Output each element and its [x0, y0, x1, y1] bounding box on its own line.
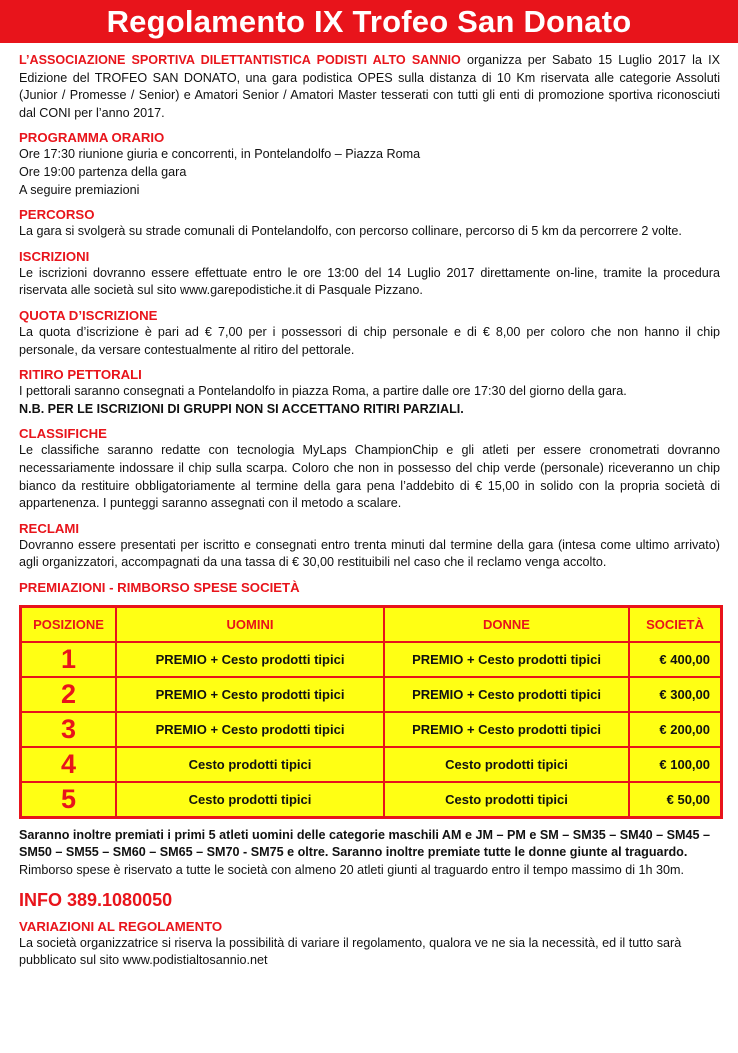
men-prize-cell: PREMIO + Cesto prodotti tipici: [116, 712, 384, 747]
document-body: [0, 43, 738, 970]
reclami-text: Dovranno essere presentati per iscritto e consegnati entro trenta minuti dal termine della gara (intesa come ultimo arrivato) agli organizzatori, accompagnati da una tassa di € 30,00 restituibili nel caso che il reclamo venga accolto.: [19, 537, 720, 570]
women-prize-cell: Cesto prodotti tipici: [384, 747, 629, 782]
iscrizioni-heading: ISCRIZIONI: [19, 248, 90, 264]
prizes-table: [19, 605, 723, 819]
premiazioni-heading: PREMIAZIONI - RIMBORSO SPESE SOCIETÀ: [19, 579, 300, 595]
ritiro-note: N.B. PER LE ISCRIZIONI DI GRUPPI NON SI ACCETTANO RITIRI PARZIALI.: [19, 401, 464, 416]
iscrizioni-text: Le iscrizioni dovranno essere effettuate entro le ore 13:00 del 14 Luglio 2017 direttamente on-line, tramite la procedura riservata alle società sul sito www.garepodistiche.it di Pasquale Pizzano.: [19, 265, 720, 298]
section-percorso: [19, 206, 720, 241]
intro-paragraph: [19, 52, 720, 122]
section-ritiro: [19, 366, 720, 418]
premiazioni-note-bold: Saranno inoltre premiati i primi 5 atleti uomini delle categorie maschili AM e JM – PM e SM – SM35 – SM40 – SM45 – SM50 – SM55 – SM60 – SM65 – SM70 - SM75 e oltre. Saranno inoltre premiate tutte le donne giunte al traguardo.: [19, 827, 711, 860]
position-cell: 1: [21, 642, 116, 677]
section-classifiche: [19, 425, 720, 512]
variazioni-text: La società organizzatrice si riserva la possibilità di variare il regolamento, qualora ve ne sia la necessità, ed il tutto sarà pubblicato sul sito www.podistialtosannio.net: [19, 935, 682, 968]
position-cell: 3: [21, 712, 116, 747]
column-header: POSIZIONE: [21, 607, 116, 642]
society-amount-cell: € 100,00: [629, 747, 721, 782]
table-row: [21, 747, 721, 782]
position-cell: 4: [21, 747, 116, 782]
reclami-heading: RECLAMI: [19, 520, 80, 536]
society-amount-cell: € 400,00: [629, 642, 721, 677]
table-row: [21, 782, 721, 817]
quota-text: La quota d’iscrizione è pari ad € 7,00 per i possessori di chip personale e di € 8,00 per coloro che non hanno il chip personale, da versare contestualmente al ritiro del pettorale.: [19, 324, 720, 357]
society-amount-cell: € 300,00: [629, 677, 721, 712]
title-banner: [0, 0, 738, 43]
column-header: UOMINI: [116, 607, 384, 642]
section-quota: [19, 307, 720, 359]
section-reclami: [19, 520, 720, 572]
intro-text: organizza per Sabato 15 Luglio 2017 la IX Edizione del TROFEO SAN DONATO, una gara podistica OPES sulla distanza di 10 Km riservata alle categorie Assoluti (Junior / Promesse / Senior) e Amatori Senior / Amatori Master tesserati con tutti gli enti di promozione sportiva riconosciuti dal CONI per l’anno 2017.: [19, 53, 720, 120]
position-cell: 2: [21, 677, 116, 712]
percorso-heading: PERCORSO: [19, 207, 95, 223]
quota-heading: QUOTA D’ISCRIZIONE: [19, 307, 158, 323]
ritiro-heading: RITIRO PETTORALI: [19, 367, 142, 383]
society-amount-cell: € 50,00: [629, 782, 721, 817]
section-iscrizioni: [19, 248, 720, 300]
column-header: DONNE: [384, 607, 629, 642]
women-prize-cell: PREMIO + Cesto prodotti tipici: [384, 642, 629, 677]
programma-heading: PROGRAMMA ORARIO: [19, 130, 165, 146]
women-prize-cell: Cesto prodotti tipici: [384, 782, 629, 817]
organizer-name: L’ASSOCIAZIONE SPORTIVA DILETTANTISTICA PODISTI ALTO SANNIO: [19, 53, 461, 67]
men-prize-cell: PREMIO + Cesto prodotti tipici: [116, 642, 384, 677]
women-prize-cell: PREMIO + Cesto prodotti tipici: [384, 677, 629, 712]
society-amount-cell: € 200,00: [629, 712, 721, 747]
programma-line: A seguire premiazioni: [19, 182, 140, 197]
table-header-row: [21, 607, 721, 642]
men-prize-cell: PREMIO + Cesto prodotti tipici: [116, 677, 384, 712]
page-title: Regolamento IX Trofeo San Donato: [106, 3, 632, 39]
classifiche-text: Le classifiche saranno redatte con tecnologia MyLaps ChampionChip e gli atleti per essere cronometrati dovranno necessariamente indossare il chip sulla scarpa. Coloro che non in possesso del chip verde (personale) riceveranno un chip bianco da restituire obbligatoriamente al termine della gara pena l’addebito di € 15,00 in solido con la propria società di appartenenza. I punteggi saranno assegnati con il metodo a scalare.: [19, 443, 720, 511]
percorso-text: La gara si svolgerà su strade comunali di Pontelandolfo, con percorso collinare, percorso di 5 km da percorrere 2 volte.: [19, 224, 682, 239]
info-phone: INFO 389.1080050: [19, 889, 173, 910]
men-prize-cell: Cesto prodotti tipici: [116, 782, 384, 817]
column-header: SOCIETÀ: [629, 607, 721, 642]
variazioni-heading: VARIAZIONI AL REGOLAMENTO: [19, 918, 223, 934]
section-premiazioni: [19, 579, 720, 880]
men-prize-cell: Cesto prodotti tipici: [116, 747, 384, 782]
position-cell: 5: [21, 782, 116, 817]
programma-line: Ore 17:30 riunione giuria e concorrenti, in Pontelandolfo – Piazza Roma: [19, 147, 421, 162]
table-row: [21, 712, 721, 747]
section-variazioni: [19, 918, 720, 970]
table-row: [21, 642, 721, 677]
section-programma: [19, 129, 720, 199]
ritiro-text: I pettorali saranno consegnati a Pontelandolfo in piazza Roma, a partire dalle ore 17:30 del giorno della gara.: [19, 384, 627, 399]
programma-line: Ore 19:00 partenza della gara: [19, 164, 187, 179]
classifiche-heading: CLASSIFICHE: [19, 426, 107, 442]
table-row: [21, 677, 721, 712]
premiazioni-note: Rimborso spese è riservato a tutte le società con almeno 20 atleti giunti al traguardo entro il tempo massimo di 1h 30m.: [19, 863, 685, 878]
women-prize-cell: PREMIO + Cesto prodotti tipici: [384, 712, 629, 747]
